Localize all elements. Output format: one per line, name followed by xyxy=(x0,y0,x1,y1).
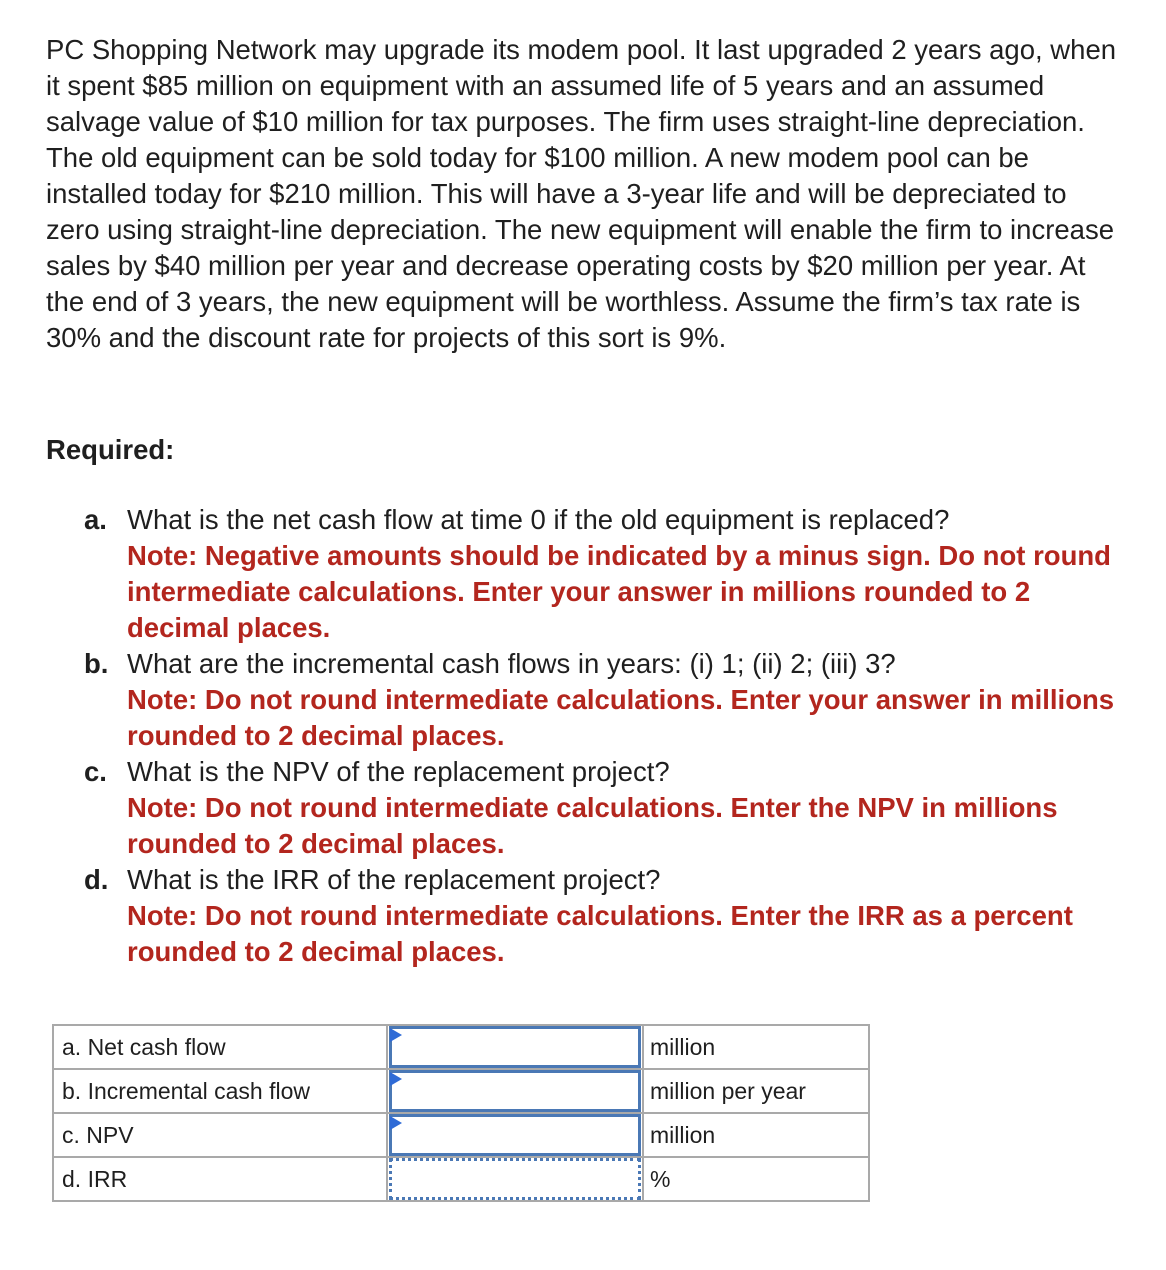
answer-row-incremental-cash-flow xyxy=(53,1069,869,1113)
problem-statement: PC Shopping Network may upgrade its modem pool. It last upgraded 2 years ago, when it spent $85 million on equipment with an assumed life of 5 years and an assumed salvage value of $10 million for tax purposes. The firm uses straight-line depreciation. The old equipment can be sold today for $100 million. A new modem pool can be installed today for $210 million. This will have a 3-year life and will be depreciated to zero using straight-line depreciation. The new equipment will enable the firm to increase sales by $40 million per year and decrease operating costs by $20 million per year. At the end of 3 years, the new equipment will be worthless. Assume the firm’s tax rate is 30% and the discount rate for projects of this sort is 9%. xyxy=(46,34,1117,353)
question-letter: d. xyxy=(84,864,109,895)
question-c xyxy=(84,754,1124,862)
net-cash-flow-input[interactable] xyxy=(389,1026,641,1068)
answer-unit: % xyxy=(643,1157,869,1201)
question-a xyxy=(84,502,1124,646)
question-text: What are the incremental cash flows in years: (i) 1; (ii) 2; (iii) 3? xyxy=(127,648,896,679)
answer-table xyxy=(52,1024,870,1202)
question-letter: c. xyxy=(84,756,107,787)
answer-cell xyxy=(387,1113,643,1157)
irr-input[interactable] xyxy=(389,1158,641,1200)
answer-row-net-cash-flow xyxy=(53,1025,869,1069)
required-heading: Required: xyxy=(46,434,175,465)
question-note: Note: Do not round intermediate calculations. Enter your answer in millions rounded to 2 decimal places. xyxy=(127,684,1115,751)
question-note: Note: Do not round intermediate calculations. Enter the IRR as a percent rounded to 2 decimal places. xyxy=(127,900,1073,967)
question-body xyxy=(127,502,1124,646)
question-body xyxy=(127,754,1124,862)
answer-unit: million xyxy=(643,1113,869,1157)
answer-unit: million xyxy=(643,1025,869,1069)
question-text: What is the net cash flow at time 0 if the old equipment is replaced? xyxy=(127,504,950,535)
question-text: What is the IRR of the replacement project? xyxy=(127,864,661,895)
question-list xyxy=(84,502,1124,970)
question-body xyxy=(127,646,1124,754)
answer-cell xyxy=(387,1069,643,1113)
answer-label: d. IRR xyxy=(53,1157,387,1201)
question-letter: b. xyxy=(84,648,109,679)
answer-label: a. Net cash flow xyxy=(53,1025,387,1069)
question-note: Note: Negative amounts should be indicated by a minus sign. Do not round intermediate calculations. Enter your answer in millions rounded to 2 decimal places. xyxy=(127,540,1111,643)
answer-unit: million per year xyxy=(643,1069,869,1113)
answer-label: b. Incremental cash flow xyxy=(53,1069,387,1113)
question-b xyxy=(84,646,1124,754)
answer-row-npv xyxy=(53,1113,869,1157)
question-letter: a. xyxy=(84,504,107,535)
question-body xyxy=(127,862,1124,970)
answer-cell xyxy=(387,1157,643,1201)
answer-row-irr xyxy=(53,1157,869,1201)
question-text: What is the NPV of the replacement project? xyxy=(127,756,670,787)
answer-label: c. NPV xyxy=(53,1113,387,1157)
incremental-cash-flow-input[interactable] xyxy=(389,1070,641,1112)
question-d xyxy=(84,862,1124,970)
answer-cell xyxy=(387,1025,643,1069)
npv-input[interactable] xyxy=(389,1114,641,1156)
question-note: Note: Do not round intermediate calculations. Enter the NPV in millions rounded to 2 decimal places. xyxy=(127,792,1058,859)
